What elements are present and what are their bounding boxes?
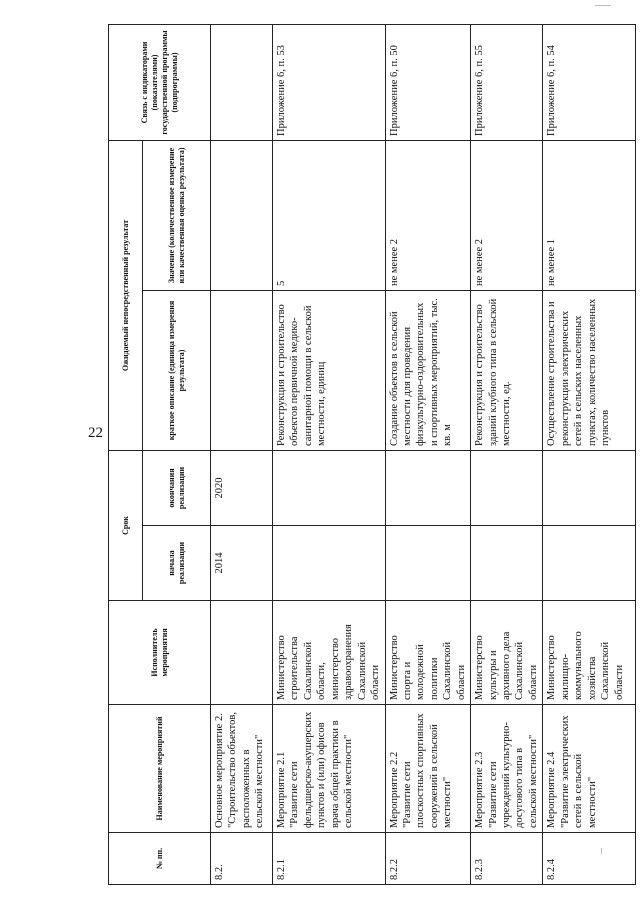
page-number: 22 xyxy=(88,425,103,441)
header-term: Срок xyxy=(109,451,143,601)
row-start xyxy=(273,526,386,601)
header-desc: краткое описание (единица измерения результата) xyxy=(143,291,211,451)
row-start xyxy=(385,526,471,601)
row-link: Приложение 6, п. 55 xyxy=(471,25,543,141)
row-executor: Министерство жилищно-коммунального хозяйства Сахалинской области xyxy=(543,601,636,705)
row-num: 8.2.1 xyxy=(273,833,386,885)
row-start: 2014 xyxy=(211,526,273,601)
header-name: Наименование мероприятий xyxy=(109,705,211,833)
row-link: Приложение 6, п. 54 xyxy=(543,25,636,141)
scan-mark xyxy=(595,5,611,6)
row-end: 2020 xyxy=(211,451,273,526)
table-row xyxy=(385,25,471,885)
header-executor: Исполнитель мероприятия xyxy=(109,601,211,705)
row-executor: Министерство строительства Сахалинской области, министерство здравоохранения Сахалинской области xyxy=(273,601,386,705)
row-name: Мероприятие 2.1 "Развитие сети фельдшерско-акушерских пунктов и (или) офисов врача общей практики в сельской местности" xyxy=(273,705,386,833)
table-row xyxy=(471,25,543,885)
row-executor xyxy=(211,601,273,705)
row-start xyxy=(543,526,636,601)
row-num: 8.2. xyxy=(211,833,273,885)
row-executor: Министерство спорта и молодежной политики Сахалинской области xyxy=(385,601,471,705)
table-row xyxy=(211,25,273,885)
row-desc xyxy=(211,291,273,451)
row-desc: Осуществление строительства и реконструкции электрических сетей в сельских населенных пунктах, количество населенных пунктов xyxy=(543,291,636,451)
rotated-table-container xyxy=(108,25,625,885)
row-name: Мероприятие 2.4 "Развитие электрических сетей в сельской местности" xyxy=(543,705,636,833)
row-desc: Создание объектов в сельской местности для проведения физкультурно-оздоровительных и спортивных мероприятий, тыс. кв. м xyxy=(385,291,471,451)
row-end xyxy=(543,451,636,526)
row-name: Основное мероприятие 2. "Строительство объектов, расположенных в сельской местности" xyxy=(211,705,273,833)
row-link: Приложение 6, п. 50 xyxy=(385,25,471,141)
row-desc: Реконструкция и строительство зданий клубного типа в сельской местности, ед. xyxy=(471,291,543,451)
activities-table xyxy=(108,24,636,885)
row-name: Мероприятие 2.3 "Развитие сети учреждений культурно-досугового типа в сельской местности" xyxy=(471,705,543,833)
table-row xyxy=(273,25,386,885)
row-end xyxy=(273,451,386,526)
row-link: Приложение 6, п. 53 xyxy=(273,25,386,141)
row-num: 8.2.2 xyxy=(385,833,471,885)
row-value xyxy=(211,141,273,291)
row-executor: Министерство культуры и архивного дела Сахалинской области xyxy=(471,601,543,705)
row-start xyxy=(471,526,543,601)
header-end: окончания реализации xyxy=(143,451,211,526)
header-link: Связь с индикаторами (показателями) государственной программы (подпрограммы) xyxy=(109,25,211,141)
row-num: 8.2.3 xyxy=(471,833,543,885)
header-value: Значение (количественное измерение или качественная оценка результата) xyxy=(143,141,211,291)
row-end xyxy=(385,451,471,526)
row-value: 5 xyxy=(273,141,386,291)
header-result: Ожидаемый непосредственный результат xyxy=(109,141,143,451)
row-end xyxy=(471,451,543,526)
row-value: не менее 2 xyxy=(471,141,543,291)
table-row xyxy=(543,25,636,885)
row-name: Мероприятие 2.2 "Развитие сети плоскостных спортивных сооружений в сельской местности" xyxy=(385,705,471,833)
row-value: не менее 2 xyxy=(385,141,471,291)
row-num: 8.2.4 xyxy=(543,833,636,885)
row-link xyxy=(211,25,273,141)
row-desc: Реконструкция и строительство объектов первичной медико-санитарной помощи в сельской местности, единиц xyxy=(273,291,386,451)
header-start: начала реализации xyxy=(143,526,211,601)
row-value: не менее 1 xyxy=(543,141,636,291)
header-num: № пп. xyxy=(109,833,211,885)
